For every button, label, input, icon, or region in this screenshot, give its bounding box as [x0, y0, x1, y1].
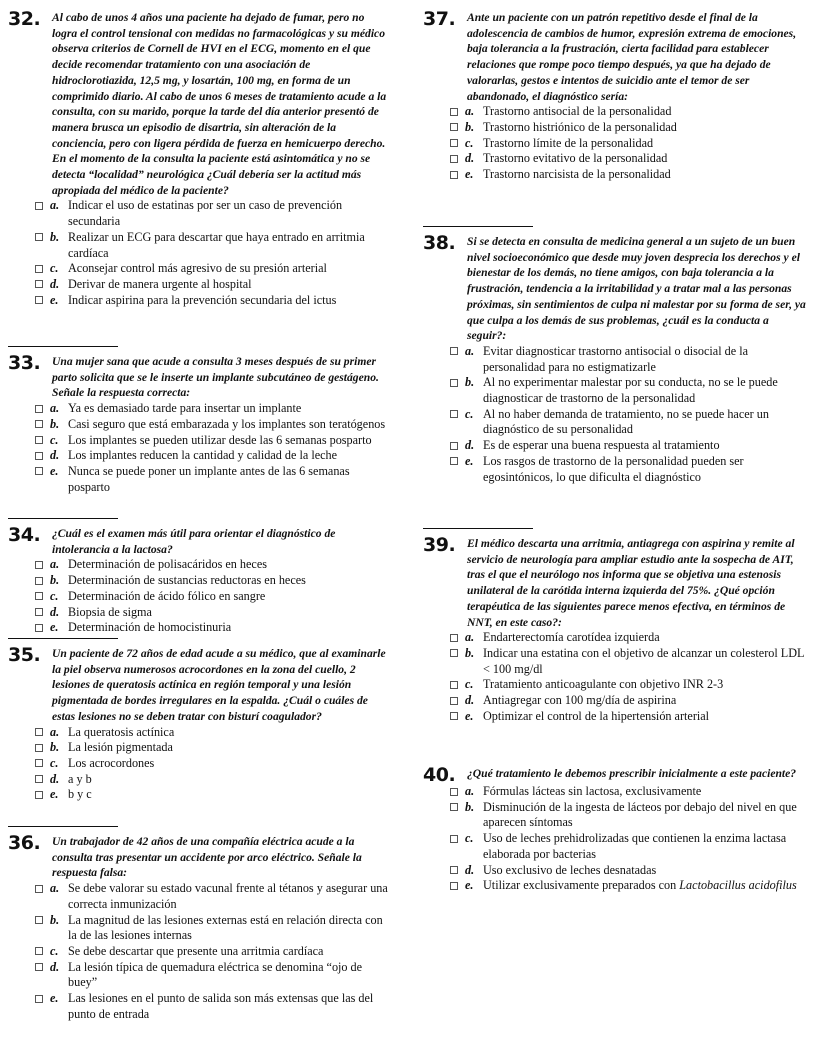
- question-text: Ante un paciente con un patrón repetitivo desde el final de la adolescencia de cambios de humor, expresión extrema de emociones, baja tolerancia a la frustración, cierta facilidad para establecer relaciones que rompe poco tiempo después, ya que ha dejado de valorarlas, gestos e intentos de suicidio ante el temor de ser abandonado, el diagnóstico sería:: [467, 11, 797, 103]
- option-letter: c.: [50, 755, 59, 770]
- option-text-main: Utilizar exclusivamente preparados con: [483, 878, 680, 893]
- option-text-main: Al no haber demanda de tratamiento, no se puede hacer un diagnóstico de su personalidad: [483, 406, 769, 437]
- option-text-main: Aconsejar control más agresivo de su presión arterial: [68, 261, 327, 276]
- option-text-main: La lesión típica de quemadura eléctrica se denomina “ojo de buey”: [68, 959, 363, 990]
- answer-option[interactable]: [8, 772, 388, 788]
- checkbox-icon[interactable]: [450, 803, 458, 811]
- question-header: [423, 766, 808, 784]
- option-letter: b.: [465, 799, 475, 814]
- checkbox-icon[interactable]: [35, 947, 43, 955]
- checkbox-icon[interactable]: [35, 233, 43, 241]
- question-35: [8, 638, 388, 803]
- checkbox-icon[interactable]: [35, 995, 43, 1003]
- answer-option[interactable]: [8, 417, 388, 433]
- question-number: 39.: [423, 534, 456, 556]
- option-letter: e.: [50, 292, 59, 307]
- answer-options: [8, 401, 388, 495]
- checkbox-icon[interactable]: [450, 835, 458, 843]
- option-text-main: Trastorno antisocial de la personalidad: [483, 104, 672, 119]
- option-letter: c.: [50, 261, 59, 276]
- question-number: 35.: [8, 644, 41, 666]
- question-39: [423, 528, 808, 724]
- answer-option[interactable]: [423, 151, 808, 167]
- option-text-main: Trastorno límite de la personalidad: [483, 135, 654, 150]
- option-text-main: Al no experimentar malestar por su conducta, no se le puede diagnosticar de trastorno de la personalidad: [483, 375, 778, 406]
- option-letter: b.: [50, 229, 60, 244]
- answer-options: [423, 784, 808, 894]
- question-37: [423, 10, 808, 183]
- option-letter: e.: [465, 167, 474, 182]
- option-text: [68, 881, 388, 912]
- option-text-main: Disminución de la ingesta de lácteos por debajo del nivel en que aparecen síntomas: [483, 799, 797, 830]
- option-letter: e.: [465, 878, 474, 893]
- checkbox-icon[interactable]: [35, 759, 43, 767]
- checkbox-icon[interactable]: [35, 405, 43, 413]
- checkbox-icon[interactable]: [450, 866, 458, 874]
- option-letter: d.: [50, 448, 60, 463]
- question-header: [8, 526, 388, 557]
- answer-option[interactable]: [423, 136, 808, 152]
- question-header: [423, 10, 808, 104]
- option-text: [68, 261, 388, 277]
- question-text: ¿Qué tratamiento le debemos prescribir inicialmente a este paciente?: [467, 767, 797, 780]
- option-text: [483, 784, 808, 800]
- question-number: 34.: [8, 524, 41, 546]
- option-text: [483, 677, 808, 693]
- option-text: [68, 433, 388, 449]
- answer-option[interactable]: [423, 646, 808, 677]
- option-letter: b.: [50, 416, 60, 431]
- answer-option[interactable]: [8, 944, 388, 960]
- option-text: [68, 293, 388, 309]
- option-letter: b.: [50, 573, 60, 588]
- checkbox-icon[interactable]: [450, 123, 458, 131]
- option-text-main: Fórmulas lácteas sin lactosa, exclusivamente: [483, 784, 702, 798]
- option-letter: d.: [465, 862, 475, 877]
- checkbox-icon[interactable]: [35, 452, 43, 460]
- option-letter: b.: [50, 740, 60, 755]
- checkbox-icon[interactable]: [450, 697, 458, 705]
- checkbox-icon[interactable]: [450, 347, 458, 355]
- question-number: 38.: [423, 232, 456, 254]
- option-text-main: Determinación de sustancias reductoras en heces: [68, 573, 306, 588]
- section-rule: [8, 826, 118, 827]
- option-letter: d.: [50, 771, 60, 786]
- option-letter: b.: [50, 912, 60, 927]
- answer-option[interactable]: [8, 573, 388, 589]
- option-text-main: La queratosis actínica: [68, 724, 175, 739]
- checkbox-icon[interactable]: [450, 788, 458, 796]
- answer-option[interactable]: [8, 401, 388, 417]
- answer-option[interactable]: [8, 433, 388, 449]
- question-text: Al cabo de unos 4 años una paciente ha dejado de fumar, pero no logra el control tensional con medidas no farmacológicas y su médico observa criterios de Cornell de HVI en el ECG, momento en el que decide recomendar tratamiento con una asociación de hidroclorotiazida, 12,5 mg, y losartán, 100 mg, en forma de un comprimido diario. Al cabo de unos 6 meses de tratamiento acude a la consulta, con su marido, porque la tarde del día anterior presentó de manera brusca un episodio de disartria, sin alteración de la conciencia, pero con ligera pérdida de fuerza en hemicuerpo derecho. En el momento de la consulta la paciente está asintomática y no se detecta “localidad” neurológica ¿Cuál debería ser la actitud más apropiada del médico de la paciente?: [52, 11, 387, 197]
- option-letter: d.: [465, 151, 475, 166]
- option-text: [68, 417, 388, 433]
- question-text: Si se detecta en consulta de medicina general a un sujeto de un buen nivel socioeconómico que desde muy joven desprecia los derechos y el bienestar de los demás, no tiene amigos, con baja tolerancia a la frustración, tendencia a la irritabilidad y a tratar mal a las personas próximas, sin sentimientos de culpa ni malestar por su forma de ser, ya que culpa a los demás de sus problemas, ¿cuál es la conducta a seguir?:: [467, 235, 806, 343]
- answer-option[interactable]: [8, 293, 388, 309]
- question-text: Un paciente de 72 años de edad acude a su médico, que al examinarle la piel observa numerosos acrocordones en la zona del cuello, 2 lesiones de queratosis actínica en región temporal y una lesión pigmentada de bordes irregulares en la espalda. ¿Cuál o cuáles de estas lesiones no se deben tratar con bisturí coagulador?: [52, 647, 386, 723]
- option-text-main: Los rasgos de trastorno de la personalidad pueden ser egosintónicos, lo que dificulta el diagnóstico: [483, 453, 744, 484]
- question-header: [8, 646, 388, 725]
- option-letter: a.: [50, 881, 60, 896]
- question-text: El médico descarta una arritmia, antiagrega con aspirina y remite al servicio de neurología para ampliar estudio ante la sospecha de AIT, tras el que el neurólogo nos informa que se objetiva una estenosis unilateral de la carótida interna izquierda del 75%. ¿Qué opción terapéutica de las siguientes parece menos efectiva, en términos de NNT, en este caso?:: [467, 537, 795, 629]
- question-header: [423, 234, 808, 344]
- checkbox-icon[interactable]: [450, 882, 458, 890]
- answer-option[interactable]: [8, 991, 388, 1022]
- option-letter: d.: [50, 276, 60, 291]
- checkbox-icon[interactable]: [35, 296, 43, 304]
- checkbox-icon[interactable]: [35, 265, 43, 273]
- option-text: [483, 375, 808, 406]
- answer-option[interactable]: [8, 787, 388, 803]
- option-text: [68, 277, 388, 293]
- answer-option[interactable]: [8, 740, 388, 756]
- option-text-main: Indicar aspirina para la prevención secundaria del ictus: [68, 292, 337, 307]
- section-rule: [423, 528, 533, 529]
- option-text: [68, 620, 388, 636]
- checkbox-icon[interactable]: [35, 885, 43, 893]
- question-33: [8, 346, 388, 495]
- checkbox-icon[interactable]: [450, 457, 458, 465]
- option-letter: c.: [465, 135, 474, 150]
- answer-option[interactable]: [423, 375, 808, 406]
- option-letter: c.: [50, 432, 59, 447]
- option-text-main: Determinación de polisacáridos en heces: [68, 557, 267, 572]
- option-text-main: Se debe descartar que presente una arritmia cardíaca: [68, 943, 324, 958]
- question-text: ¿Cuál es el examen más útil para orientar el diagnóstico de intolerancia a la lactosa?: [52, 527, 336, 556]
- answer-option[interactable]: [8, 261, 388, 277]
- checkbox-icon[interactable]: [450, 171, 458, 179]
- option-text: [68, 960, 388, 991]
- question-header: [8, 834, 388, 881]
- answer-option[interactable]: [8, 198, 388, 229]
- checkbox-icon[interactable]: [35, 775, 43, 783]
- question-text: Una mujer sana que acude a consulta 3 meses después de su primer parto solicita que se le inserte un implante subcutáneo de gestágeno. Señale la respuesta correcta:: [52, 355, 379, 400]
- answer-option[interactable]: [423, 104, 808, 120]
- option-letter: d.: [50, 959, 60, 974]
- section-rule: [423, 226, 533, 227]
- answer-option[interactable]: [8, 725, 388, 741]
- checkbox-icon[interactable]: [35, 436, 43, 444]
- option-text: [483, 407, 808, 438]
- option-text: [68, 401, 388, 417]
- answer-option[interactable]: [8, 960, 388, 991]
- option-text: [68, 725, 388, 741]
- option-letter: c.: [465, 406, 474, 421]
- option-text-main: Antiagregar con 100 mg/día de aspirina: [483, 693, 677, 708]
- option-text-main: Optimizar el control de la hipertensión arterial: [483, 708, 710, 723]
- option-text-main: Biopsia de sigma: [68, 604, 152, 619]
- answer-option[interactable]: [8, 448, 388, 464]
- answer-options: [423, 630, 808, 724]
- option-text: [68, 230, 388, 261]
- option-letter: a.: [465, 630, 475, 645]
- checkbox-icon[interactable]: [450, 379, 458, 387]
- answer-option[interactable]: [423, 407, 808, 438]
- answer-option[interactable]: [423, 454, 808, 485]
- option-text: [68, 787, 388, 803]
- option-text-main: Determinación de homocistinuria: [68, 620, 232, 635]
- option-letter: a.: [465, 104, 475, 119]
- option-letter: d.: [50, 604, 60, 619]
- checkbox-icon[interactable]: [35, 728, 43, 736]
- option-text: [68, 589, 388, 605]
- answer-option[interactable]: [8, 913, 388, 944]
- option-text: [68, 448, 388, 464]
- option-text: [68, 573, 388, 589]
- option-text: [68, 557, 388, 573]
- option-letter: a.: [465, 784, 475, 798]
- option-text: [68, 464, 388, 495]
- option-letter: e.: [50, 620, 59, 635]
- option-text-main: Tratamiento anticoagulante con objetivo INR 2-3: [483, 677, 724, 692]
- answer-options: [8, 557, 388, 636]
- option-text: [483, 344, 808, 375]
- option-letter: a.: [465, 343, 475, 358]
- question-34: [8, 518, 388, 636]
- question-header: [8, 354, 388, 401]
- answer-options: [8, 725, 388, 804]
- option-text: [68, 772, 388, 788]
- option-letter: a.: [50, 557, 60, 572]
- option-text: [483, 878, 808, 894]
- option-text: [483, 709, 808, 725]
- checkbox-icon[interactable]: [35, 624, 43, 632]
- option-letter: c.: [465, 677, 474, 692]
- option-text: [483, 104, 808, 120]
- option-text-main: Realizar un ECG para descartar que haya entrado en arritmia cardíaca: [68, 229, 365, 260]
- question-number: 32.: [8, 8, 41, 30]
- option-text-main: Indicar el uso de estatinas por ser un caso de prevención secundaria: [68, 198, 343, 229]
- option-text-main: Nunca se puede poner un implante antes de las 6 semanas posparto: [68, 463, 350, 494]
- checkbox-icon[interactable]: [450, 155, 458, 163]
- option-letter: a.: [50, 401, 60, 416]
- option-letter: c.: [50, 943, 59, 958]
- answer-option[interactable]: [8, 605, 388, 621]
- option-text: [68, 944, 388, 960]
- checkbox-icon[interactable]: [35, 202, 43, 210]
- answer-option[interactable]: [8, 464, 388, 495]
- answer-option[interactable]: [8, 230, 388, 261]
- option-text-main: b y c: [68, 787, 92, 802]
- checkbox-icon[interactable]: [35, 592, 43, 600]
- option-text: [483, 151, 808, 167]
- option-text: [483, 863, 808, 879]
- option-letter: e.: [50, 463, 59, 478]
- option-text: [483, 167, 808, 183]
- option-text: [68, 740, 388, 756]
- option-text: [68, 605, 388, 621]
- checkbox-icon[interactable]: [35, 280, 43, 288]
- question-number: 33.: [8, 352, 41, 374]
- answer-option[interactable]: [8, 277, 388, 293]
- option-text-main: a y b: [68, 771, 92, 786]
- checkbox-icon[interactable]: [450, 442, 458, 450]
- answer-option[interactable]: [8, 881, 388, 912]
- option-text-main: Trastorno narcisista de la personalidad: [483, 167, 671, 182]
- option-letter: e.: [465, 453, 474, 468]
- checkbox-icon[interactable]: [35, 744, 43, 752]
- option-letter: b.: [465, 119, 475, 134]
- option-letter: c.: [465, 831, 474, 846]
- option-text-main: Los implantes se pueden utilizar desde las 6 semanas posparto: [68, 432, 372, 447]
- checkbox-icon[interactable]: [450, 681, 458, 689]
- option-text: [483, 646, 808, 677]
- option-text-main: Determinación de ácido fólico en sangre: [68, 588, 266, 603]
- option-text: [483, 438, 808, 454]
- answer-option[interactable]: [423, 630, 808, 646]
- option-text-italic: Lactobacillus acidofilus: [679, 878, 797, 893]
- option-text-main: Los acrocordones: [68, 755, 155, 770]
- option-text-main: Uso exclusivo de leches desnatadas: [483, 862, 657, 877]
- question-number: 37.: [423, 8, 456, 30]
- option-text-main: Uso de leches prehidrolizadas que contienen la enzima lactasa elaborada por bacterias: [483, 831, 787, 861]
- option-text: [483, 136, 808, 152]
- checkbox-icon[interactable]: [35, 608, 43, 616]
- section-rule: [8, 518, 118, 519]
- option-text-main: Es de esperar una buena respuesta al tratamiento: [483, 438, 720, 453]
- answer-option[interactable]: [423, 709, 808, 725]
- option-text-main: Derivar de manera urgente al hospital: [68, 276, 252, 291]
- answer-option[interactable]: [423, 693, 808, 709]
- question-number: 36.: [8, 832, 41, 854]
- answer-options: [8, 198, 388, 308]
- option-text: [68, 756, 388, 772]
- option-text: [483, 800, 808, 831]
- checkbox-icon[interactable]: [35, 963, 43, 971]
- option-text-main: Evitar diagnosticar trastorno antisocial o disocial de la personalidad para no estigmatizarle: [483, 343, 748, 374]
- checkbox-icon[interactable]: [450, 108, 458, 116]
- option-text: [483, 630, 808, 646]
- checkbox-icon[interactable]: [450, 410, 458, 418]
- question-text: Un trabajador de 42 años de una compañía eléctrica acude a la consulta tras presentar un accidente por arco eléctrico. Señale la respuesta falsa:: [52, 835, 362, 880]
- question-header: [423, 536, 808, 630]
- option-text-main: La magnitud de las lesiones externas está en relación directa con la de las lesiones internas: [68, 912, 383, 943]
- answer-option[interactable]: [423, 878, 808, 894]
- question-38: [423, 226, 808, 485]
- answer-option[interactable]: [423, 677, 808, 693]
- option-letter: d.: [465, 438, 475, 453]
- option-text-main: Indicar una estatina con el objetivo de alcanzar un colesterol LDL < 100 mg/dl: [483, 645, 805, 676]
- question-header: [8, 10, 388, 198]
- option-letter: e.: [50, 787, 59, 802]
- question-number: 40.: [423, 764, 456, 786]
- checkbox-icon[interactable]: [35, 577, 43, 585]
- answer-option[interactable]: [423, 784, 808, 800]
- option-text-main: La lesión pigmentada: [68, 740, 173, 755]
- option-text-main: Ya es demasiado tarde para insertar un implante: [68, 401, 302, 416]
- answer-option[interactable]: [423, 167, 808, 183]
- option-text-main: Trastorno histriónico de la personalidad: [483, 119, 677, 134]
- option-letter: e.: [50, 991, 59, 1006]
- option-text: [483, 693, 808, 709]
- option-letter: c.: [50, 588, 59, 603]
- option-text: [68, 991, 388, 1022]
- checkbox-icon[interactable]: [35, 791, 43, 799]
- option-letter: a.: [50, 724, 60, 739]
- option-text-main: Los implantes reducen la cantidad y calidad de la leche: [68, 448, 338, 463]
- answer-option[interactable]: [423, 438, 808, 454]
- option-text-main: Trastorno evitativo de la personalidad: [483, 151, 668, 166]
- option-letter: e.: [465, 708, 474, 723]
- checkbox-icon[interactable]: [35, 420, 43, 428]
- answer-option[interactable]: [423, 800, 808, 831]
- option-text: [483, 454, 808, 485]
- checkbox-icon[interactable]: [35, 561, 43, 569]
- question-32: [8, 10, 388, 308]
- checkbox-icon[interactable]: [450, 649, 458, 657]
- option-text-main: Casi seguro que está embarazada y los implantes son teratógenos: [68, 416, 386, 431]
- option-text: [68, 913, 388, 944]
- option-text-main: Endarterectomía carotídea izquierda: [483, 630, 660, 645]
- checkbox-icon[interactable]: [450, 139, 458, 147]
- answer-option[interactable]: [423, 831, 808, 862]
- answer-option[interactable]: [423, 863, 808, 879]
- option-text-main: Se debe valorar su estado vacunal frente al tétanos y asegurar una correcta inmunización: [68, 881, 388, 911]
- option-text-main: Las lesiones en el punto de salida son más extensas que las del punto de entrada: [68, 991, 374, 1021]
- option-letter: d.: [465, 693, 475, 708]
- checkbox-icon[interactable]: [35, 916, 43, 924]
- answer-option[interactable]: [423, 120, 808, 136]
- checkbox-icon[interactable]: [450, 634, 458, 642]
- option-letter: b.: [465, 375, 475, 390]
- option-letter: b.: [465, 645, 475, 660]
- answer-option[interactable]: [8, 620, 388, 636]
- checkbox-icon[interactable]: [450, 712, 458, 720]
- question-40: [423, 766, 808, 894]
- option-text: [68, 198, 388, 229]
- answer-options: [8, 881, 388, 1022]
- answer-options: [423, 104, 808, 183]
- option-text: [483, 831, 808, 862]
- section-rule: [8, 346, 118, 347]
- section-rule: [8, 638, 118, 639]
- answer-option[interactable]: [8, 557, 388, 573]
- answer-options: [423, 344, 808, 485]
- checkbox-icon[interactable]: [35, 467, 43, 475]
- option-text: [483, 120, 808, 136]
- answer-option[interactable]: [8, 589, 388, 605]
- answer-option[interactable]: [423, 344, 808, 375]
- answer-option[interactable]: [8, 756, 388, 772]
- option-letter: a.: [50, 198, 60, 213]
- question-36: [8, 826, 388, 1022]
